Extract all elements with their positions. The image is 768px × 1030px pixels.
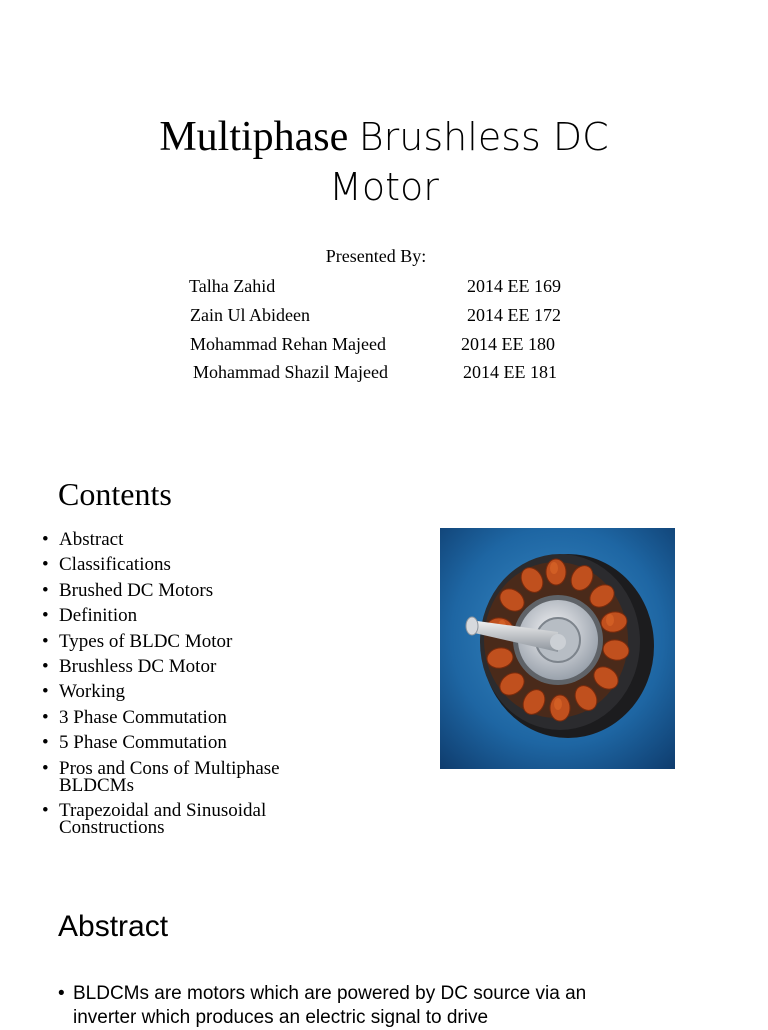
author-id: 2014 EE 172 xyxy=(467,305,561,325)
abstract-bullet xyxy=(58,982,618,1030)
contents-item: • Trapezoidal and Sinusoidal Constructions xyxy=(42,802,309,836)
abstract-text: • BLDCMs are motors which are powered by DC source via an inverter which produces an electric signal to drive xyxy=(73,983,587,1028)
contents-item: • 5 Phase Commutation xyxy=(42,734,372,751)
abstract-heading: Abstract xyxy=(58,910,169,943)
page-title xyxy=(0,112,768,212)
author-id: 2014 EE 180 xyxy=(461,334,555,354)
contents-item: • Types of BLDC Motor xyxy=(42,633,372,650)
author-name: Zain Ul Abideen xyxy=(190,305,310,325)
author-name: Mohammad Rehan Majeed xyxy=(190,334,386,354)
contents-item: • Brushed DC Motors xyxy=(42,582,372,599)
title-part-2: Brushless DC xyxy=(358,115,609,159)
title-part-1: Multiphase xyxy=(159,114,349,160)
motor-image xyxy=(440,528,675,769)
contents-list xyxy=(42,531,372,844)
contents-item: • Abstract xyxy=(42,531,372,548)
contents-item: • 3 Phase Commutation xyxy=(42,709,372,726)
author-id: 2014 EE 181 xyxy=(463,362,557,382)
author-id: 2014 EE 169 xyxy=(467,276,561,296)
contents-heading: Contents xyxy=(58,476,172,512)
author-name: Mohammad Shazil Majeed xyxy=(193,362,388,382)
presented-by-label: Presented By: xyxy=(325,246,427,266)
contents-item: • Brushless DC Motor xyxy=(42,658,372,675)
author-name: Talha Zahid xyxy=(189,276,276,296)
title-part-3: Motor xyxy=(329,165,439,209)
contents-item: • Pros and Cons of Multiphase BLDCMs xyxy=(42,760,309,794)
contents-item: • Classifications xyxy=(42,556,372,573)
contents-item: • Definition xyxy=(42,607,372,624)
contents-item: • Working xyxy=(42,683,372,700)
